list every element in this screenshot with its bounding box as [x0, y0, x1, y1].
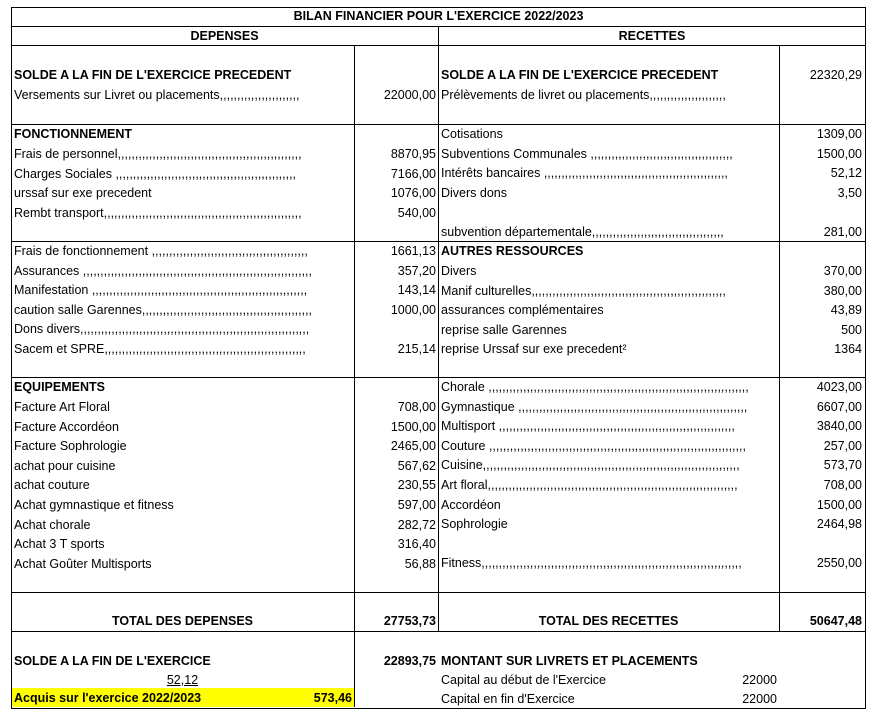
recette-row-label: Divers dons: [441, 185, 507, 200]
acquis-value: 573,46: [313, 691, 352, 705]
ressource-row-value: 1364: [834, 342, 862, 357]
activite-row-label: Multisport ,,,,,,,,,,,,,,,,,,,,,,,,,,,,,,,,,,,,,,,,,,,,,,,,,,,,,,,,,,,,,,,,,,,,: [441, 419, 735, 434]
total-recettes-label: TOTAL DES RECETTES: [538, 614, 679, 628]
equipement-row-value: 316,40: [397, 537, 436, 552]
activite-row-value: 573,70: [823, 458, 862, 473]
interets-value: 52,12: [166, 673, 199, 687]
recette-row-label: Cotisations: [441, 127, 503, 141]
equipement-row-label: achat couture: [14, 478, 90, 493]
solde-prec-left-label: SOLDE A LA FIN DE L'EXERCICE PRECEDENT: [14, 68, 292, 82]
equipement-row-label: Achat 3 T sports: [14, 537, 105, 552]
recette-row-value: [781, 205, 862, 220]
solde-prec-right-label: SOLDE A LA FIN DE L'EXERCICE PRECEDENT: [441, 68, 719, 82]
activite-row-label: Art floral,,,,,,,,,,,,,,,,,,,,,,,,,,,,,,,,,,,,,,,,,,,,,,,,,,,,,,,,,,,,,,,,,,,,,,,,: [441, 478, 738, 492]
prelevements-label: Prélèvements de livret ou placements,,,,,,,,,,,,,,,,,,,,,,: [441, 88, 726, 102]
fonctionnement-row-value: 540,00: [397, 205, 436, 220]
ressource-row-label: Manif culturelles,,,,,,,,,,,,,,,,,,,,,,,,,,,,,,,,,,,,,,,,,,,,,,,,,,,,,,,,: [441, 283, 726, 298]
versements-value: 22000,00: [383, 88, 436, 102]
equipement-row-value: 708,00: [397, 400, 436, 414]
recette-row-label: [441, 205, 777, 220]
divider: [11, 631, 866, 632]
fonctionnement-row-label: Rembt transport,,,,,,,,,,,,,,,,,,,,,,,,,,,,,,,,,,,,,,,,,,,,,,,,,,,,,,,,,: [14, 205, 302, 220]
recette-row-label: Intérêts bancaires ,,,,,,,,,,,,,,,,,,,,,,,,,,,,,,,,,,,,,,,,,,,,,,,,,,,,,: [441, 166, 728, 181]
equipements-title: EQUIPEMENTS: [14, 380, 105, 394]
activite-row-value: 2464,98: [816, 517, 862, 532]
montant-livrets-label: MONTANT SUR LIVRETS ET PLACEMENTS: [441, 654, 698, 668]
page-title: BILAN FINANCIER POUR L'EXERCICE 2022/2023: [293, 9, 584, 23]
capital-debut-value: 22000: [742, 673, 777, 687]
frais-row-value: 1000,00: [390, 302, 436, 317]
activite-row-label: Chorale ,,,,,,,,,,,,,,,,,,,,,,,,,,,,,,,,,,,,,,,,,,,,,,,,,,,,,,,,,,,,,,,,,,,,,,,,,,,: [441, 380, 749, 394]
frais-row-label: Manifestation ,,,,,,,,,,,,,,,,,,,,,,,,,,,,,,,,,,,,,,,,,,,,,,,,,,,,,,,,,,,,,,: [14, 283, 308, 298]
equipement-row-label: Achat chorale: [14, 517, 91, 532]
fonctionnement-row-value: 8870,95: [390, 147, 436, 161]
solde-prec-right-value: 22320,29: [809, 68, 862, 82]
activite-row-value: [781, 537, 862, 552]
column-divider: [354, 45, 355, 631]
fonctionnement-row-value: 7166,00: [390, 166, 436, 181]
activite-row-value: 3840,00: [816, 419, 862, 434]
column-divider: [779, 45, 780, 631]
ressource-row-label: Divers: [441, 264, 477, 278]
capital-fin-label: Capital en fin d'Exercice: [441, 692, 575, 706]
activite-row-value: 4023,00: [816, 380, 862, 394]
activite-row-label: [441, 537, 777, 552]
frais-row-label: Assurances ,,,,,,,,,,,,,,,,,,,,,,,,,,,,,,,,,,,,,,,,,,,,,,,,,,,,,,,,,,,,,,,,,,: [14, 263, 312, 278]
recette-row-label: subvention départementale,,,,,,,,,,,,,,,,,,,,,,,,,,,,,,,,,,,,,,: [441, 225, 724, 239]
equipement-row-value: 567,62: [397, 458, 436, 473]
recette-row-value: 281,00: [823, 225, 862, 239]
equipement-row-value: 2465,00: [390, 439, 436, 454]
recette-row-value: 1309,00: [816, 127, 862, 141]
activite-row-label: Accordéon: [441, 497, 501, 512]
equipement-row-label: Achat Goûter Multisports: [14, 556, 152, 571]
activite-row-label: Couture ,,,,,,,,,,,,,,,,,,,,,,,,,,,,,,,,,,,,,,,,,,,,,,,,,,,,,,,,,,,,,,,,,,,,,,,,,,: [441, 438, 746, 453]
fonctionnement-row-label: Charges Sociales ,,,,,,,,,,,,,,,,,,,,,,,,,,,,,,,,,,,,,,,,,,,,,,,,,,,,: [14, 166, 297, 181]
ressource-row-label: assurances complémentaires: [441, 303, 604, 318]
solde-fin-value: 22893,75: [383, 654, 436, 668]
equipement-row-label: Facture Art Floral: [14, 400, 110, 414]
equipement-row-label: Achat gymnastique et fitness: [14, 498, 174, 512]
fonctionnement-row-value: 1076,00: [390, 186, 436, 201]
equipement-row-value: 56,88: [404, 556, 436, 571]
ressource-row-value: 380,00: [823, 283, 862, 298]
activite-row-label: Gymnastique ,,,,,,,,,,,,,,,,,,,,,,,,,,,,,,,,,,,,,,,,,,,,,,,,,,,,,,,,,,,,,,,,,,: [441, 399, 748, 414]
equipement-row-value: 230,55: [397, 478, 436, 493]
activite-row-label: Cuisine,,,,,,,,,,,,,,,,,,,,,,,,,,,,,,,,,,,,,,,,,,,,,,,,,,,,,,,,,,,,,,,,,,,,,,,,,,: [441, 458, 740, 473]
acquis-label: Acquis sur l'exercice 2022/2023: [14, 691, 202, 705]
equipement-row-value: 282,72: [397, 517, 436, 532]
autres-ressources-title: AUTRES RESSOURCES: [441, 244, 584, 258]
equipement-row-label: achat pour cuisine: [14, 458, 116, 473]
recette-row-label: Subventions Communales ,,,,,,,,,,,,,,,,,,,,,,,,,,,,,,,,,,,,,,,,,: [441, 146, 733, 161]
equipement-row-label: Facture Sophrologie: [14, 439, 127, 454]
capital-debut-label: Capital au début de l'Exercice: [441, 673, 606, 687]
total-recettes-value: 50647,48: [809, 614, 862, 628]
frais-row-label: Sacem et SPRE,,,,,,,,,,,,,,,,,,,,,,,,,,,,,,,,,,,,,,,,,,,,,,,,,,,,,,,,,,: [14, 342, 306, 356]
ressource-row-label: reprise Urssaf sur exe precedent²: [441, 342, 627, 357]
frais-row-value: 1661,13: [390, 244, 436, 258]
frais-row-value: 215,14: [397, 342, 436, 356]
header-depenses: DEPENSES: [190, 29, 259, 43]
frais-row-label: Dons divers,,,,,,,,,,,,,,,,,,,,,,,,,,,,,,,,,,,,,,,,,,,,,,,,,,,,,,,,,,,,,,,,,,: [14, 322, 310, 337]
versements-label: Versements sur Livret ou placements,,,,,,,,,,,,,,,,,,,,,,,: [14, 88, 300, 102]
ressource-row-value: 500: [841, 322, 862, 337]
fonctionnement-title: FONCTIONNEMENT: [14, 127, 133, 141]
ressource-row-value: 43,89: [830, 303, 862, 318]
capital-fin-value: 22000: [742, 692, 777, 706]
activite-row-value: 257,00: [823, 438, 862, 453]
equipement-row-value: 597,00: [397, 498, 436, 512]
frais-row-value: 357,20: [397, 263, 436, 278]
recette-row-value: 3,50: [837, 185, 862, 200]
activite-row-value: 2550,00: [816, 556, 862, 571]
recette-row-value: 52,12: [830, 166, 862, 181]
equipement-row-label: Facture Accordéon: [14, 419, 119, 434]
column-divider: [354, 631, 355, 707]
activite-row-label: Fitness,,,,,,,,,,,,,,,,,,,,,,,,,,,,,,,,,,,,,,,,,,,,,,,,,,,,,,,,,,,,,,,,,,,,,,,,,,,: [441, 556, 742, 571]
total-depenses-label: TOTAL DES DEPENSES: [111, 614, 253, 628]
ressource-row-label: reprise salle Garennes: [441, 322, 567, 337]
column-divider: [438, 26, 439, 631]
fonctionnement-row-label: Frais de personnel,,,,,,,,,,,,,,,,,,,,,,,,,,,,,,,,,,,,,,,,,,,,,,,,,,,,,: [14, 147, 302, 161]
header-recettes: RECETTES: [618, 29, 686, 43]
recette-row-value: 1500,00: [816, 146, 862, 161]
total-depenses-value: 27753,73: [383, 614, 436, 628]
activite-row-value: 708,00: [823, 478, 862, 492]
fonctionnement-row-label: urssaf sur exe precedent: [14, 186, 152, 201]
ressource-row-value: 370,00: [823, 264, 862, 278]
frais-row-label: Frais de fonctionnement ,,,,,,,,,,,,,,,,,,,,,,,,,,,,,,,,,,,,,,,,,,,,,: [14, 244, 308, 258]
activite-row-label: Sophrologie: [441, 517, 508, 532]
frais-row-value: 143,14: [397, 283, 436, 298]
activite-row-value: 1500,00: [816, 497, 862, 512]
activite-row-value: 6607,00: [816, 399, 862, 414]
equipement-row-value: 1500,00: [390, 419, 436, 434]
frais-row-value: [356, 322, 436, 337]
solde-fin-label: SOLDE A LA FIN DE L'EXERCICE: [14, 654, 211, 668]
frais-row-label: caution salle Garennes,,,,,,,,,,,,,,,,,,,,,,,,,,,,,,,,,,,,,,,,,,,,,,,,,: [14, 302, 313, 317]
